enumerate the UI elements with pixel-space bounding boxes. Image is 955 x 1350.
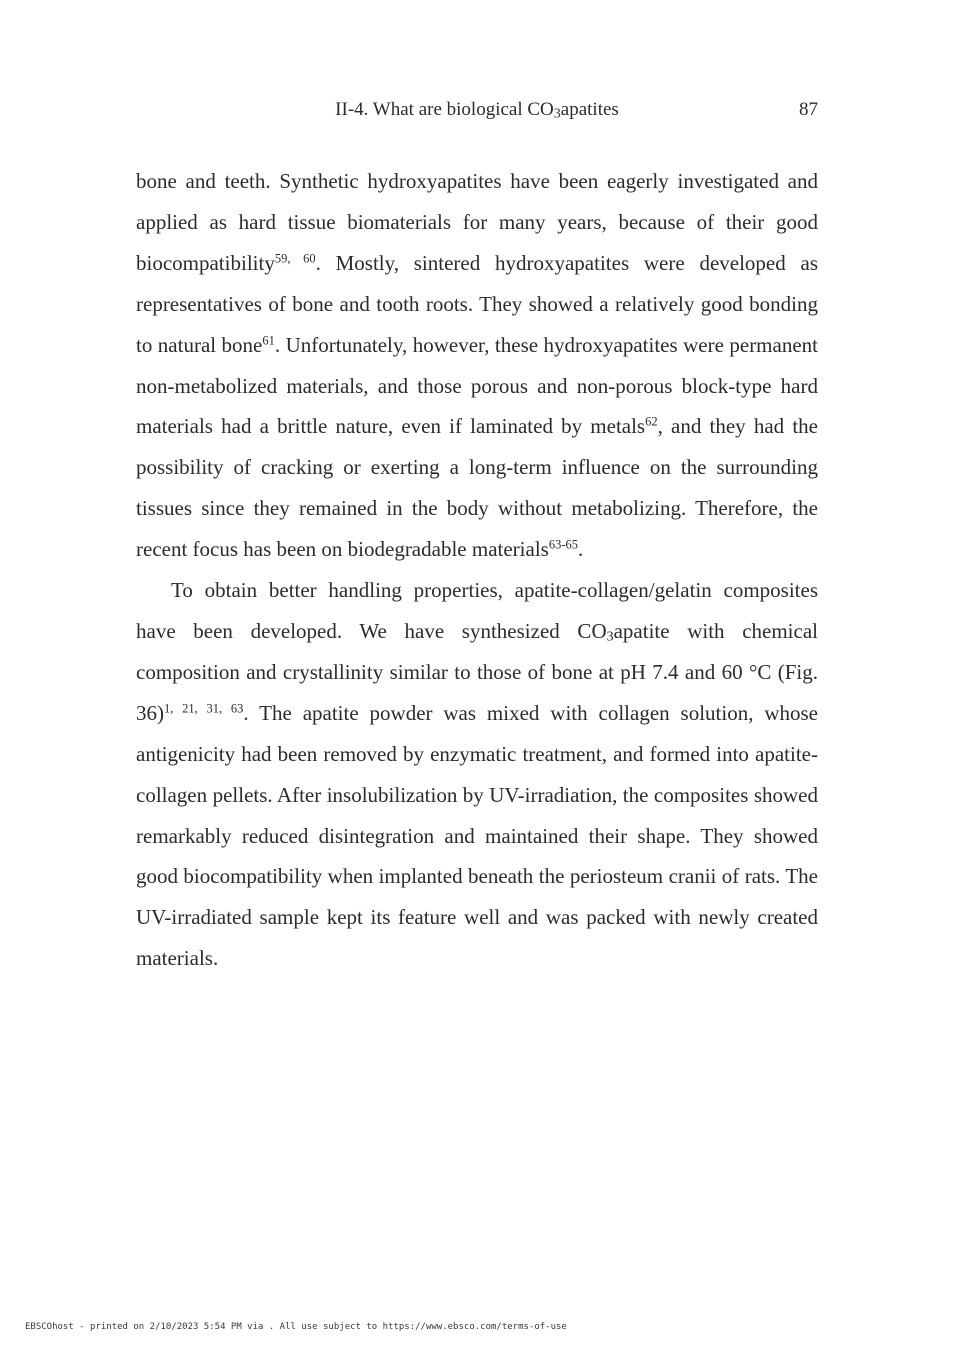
citation-62: 62: [645, 414, 658, 429]
running-title-text: II-4. What are biological CO: [335, 99, 554, 120]
running-header: [136, 97, 818, 123]
page-number: 87: [799, 99, 818, 120]
paragraph-2-text-c: . The apatite powder was mixed with collagen solution, whose antigenicity had been removed by enzymatic treatment, and formed into apatite-collagen pellets. After insolubilization by UV-irradiation, the composites showed remarkably reduced disintegration and maintained their shape. They showed good biocompatibility when implanted beneath the periosteum cranii of rats. The UV-irradiated sample kept its feature well and was packed with newly created materials.: [136, 700, 819, 971]
paragraph-1-text-c: . Unfortunately, however, these hydroxyapatites were permanent non-metabolized materials, and those porous and non-porous block-type hard materials had a brittle nature, even if laminated by metals: [136, 332, 818, 439]
paragraph-1-text-e: .: [578, 537, 584, 562]
running-title-text-end: apatites: [560, 99, 619, 120]
running-title: [136, 97, 818, 123]
citation-61: 61: [262, 332, 275, 347]
paragraph-2-text-a: To obtain better handling properties, apatite-collagen/gelatin composites have been developed. We have synthesized CO: [136, 578, 818, 643]
citation-1-21-31-63: 1, 21, 31, 63: [164, 701, 244, 716]
running-title-subscript: 3: [553, 106, 561, 122]
paragraph-2: [136, 570, 818, 979]
paragraph-1-text-d: , and they had the possibility of cracking or exerting a long-term influence on the surrounding tissues since they remained in the body without metabolizing. Therefore, the recent focus has been on biodegradable materials: [136, 414, 818, 562]
paragraph-2-text-b: apatite with chemical composition and crystallinity similar to those of bone at pH 7.4 and 60 °C (Fig. 36): [136, 618, 818, 725]
citation-63-65: 63-65: [548, 537, 578, 552]
paragraph-1: [136, 161, 818, 570]
paragraph-1-text-b: . Mostly, sintered hydroxyapatites were developed as representatives of bone and tooth roots. They showed a relatively good bonding to natural bone: [136, 250, 818, 357]
citation-59-60: 59, 60: [274, 251, 316, 266]
paragraph-1-text-a: bone and teeth. Synthetic hydroxyapatites have been eagerly investigated and applied as hard tissue biomaterials for many years, because of their good biocompatibility: [136, 169, 818, 275]
ebsco-footer: EBSCOhost - printed on 2/10/2023 5:54 PM via . All use subject to https://www.ebsco.com/terms-of-use: [25, 1322, 567, 1332]
body-text: [136, 161, 818, 979]
chemical-subscript: 3: [606, 629, 614, 645]
